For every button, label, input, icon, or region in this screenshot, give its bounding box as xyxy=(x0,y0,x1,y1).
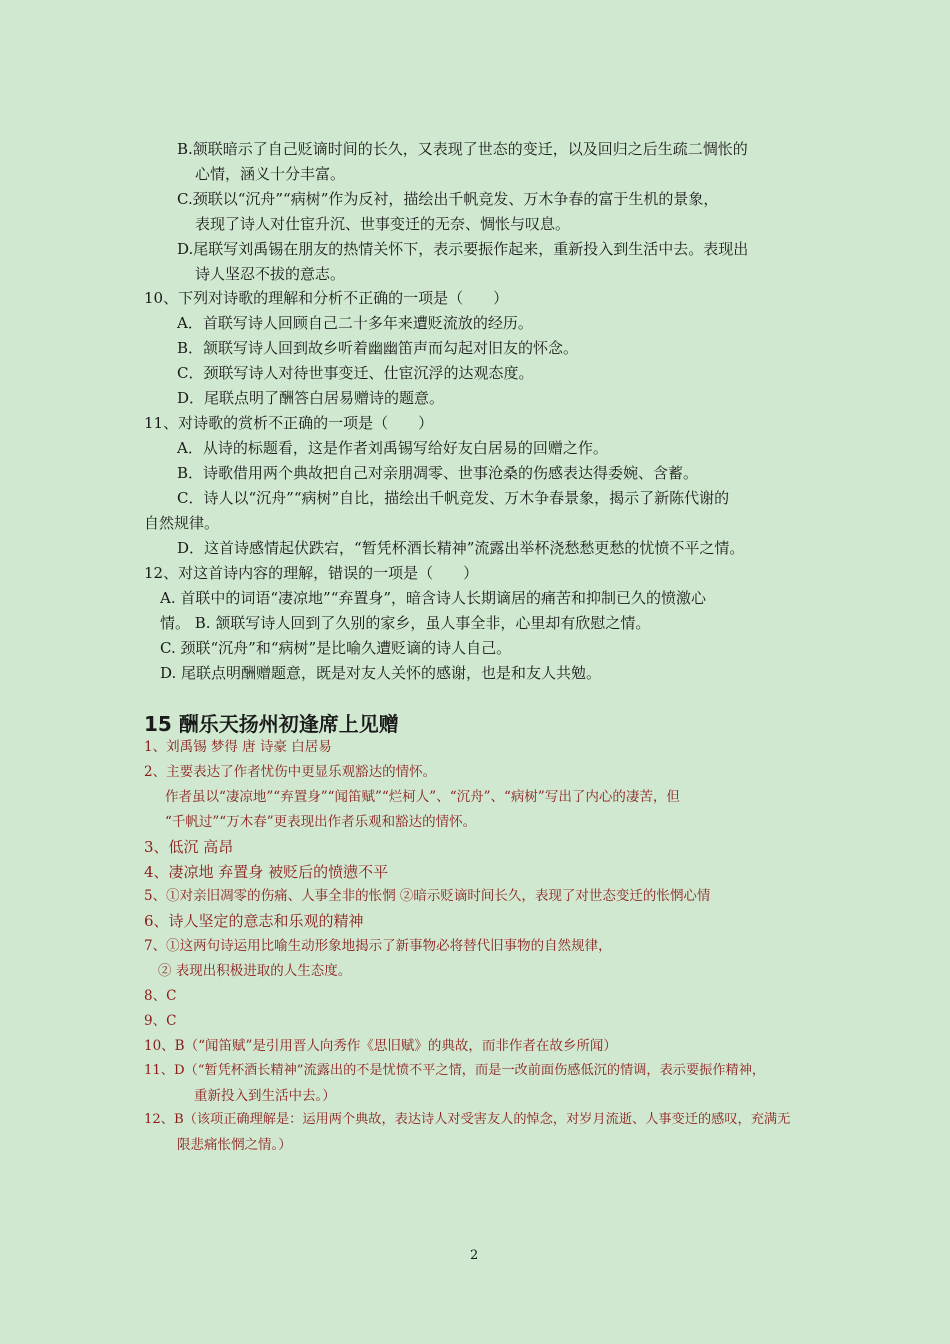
q9-option-d-line2: 诗人坚忍不拔的意志。 xyxy=(195,265,346,283)
answer-12: 12、B（该项正确理解是：运用两个典故，表达诗人对受害友人的悼念，对岁月流逝、人事变迁的感叹，充满无 xyxy=(144,1112,791,1127)
q9-option-b-line2: 心情，涵义十分丰富。 xyxy=(195,165,346,183)
answer-10: 10、B（“闻笛赋”是引用晋人向秀作《思旧赋》的典故，而非作者在故乡所闻） xyxy=(144,1038,617,1054)
answer-11: 11、D（“暂凭杯酒长精神”流露出的不是忧愤不平之情，而是一改前面伤感低沉的情调，表示要振作精神， xyxy=(144,1063,766,1078)
q10-option-c: C．颈联写诗人对待世事变迁、仕宦沉浮的达观态度。 xyxy=(177,364,534,382)
q12-option-a-line1: A. 首联中的词语“凄凉地”“弃置身”，暗含诗人长期谪居的痛苦和抑制已久的愤激心 xyxy=(160,589,707,607)
q10-option-b: B．颔联写诗人回到故乡听着幽幽笛声而勾起对旧友的怀念。 xyxy=(177,339,579,357)
answer-2-line3: “千帆过”“万木春”更表现出作者乐观和豁达的情怀。 xyxy=(165,814,477,830)
page-number: 2 xyxy=(470,1248,479,1263)
q9-option-b-line1: B.颔联暗示了自己贬谪时间的长久，又表现了世态的变迁，以及回归之后生疏二惆怅的 xyxy=(177,140,748,158)
q12-option-a-line2: 情。 B. 颔联写诗人回到了久别的家乡，虽人事全非，心里却有欣慰之情。 xyxy=(160,614,651,632)
question-11: 11、对诗歌的赏析不正确的一项是（ ） xyxy=(144,414,434,432)
answer-7-line2: ② 表现出积极进取的人生态度。 xyxy=(158,963,352,979)
answer-11-line2: 重新投入到生活中去。） xyxy=(194,1088,336,1104)
answer-7: 7、①这两句诗运用比喻生动形象地揭示了新事物必将替代旧事物的自然规律， xyxy=(144,938,612,954)
answer-5: 5、①对亲旧凋零的伤痛、人事全非的怅惘 ②暗示贬谪时间长久，表现了对世态变迁的怅惘心情 xyxy=(144,888,711,904)
q9-option-d-line1: D.尾联写刘禹锡在朋友的热情关怀下，表示要振作起来，重新投入到生活中去。表现出 xyxy=(177,240,749,258)
q12-option-d: D. 尾联点明酬赠题意，既是对友人关怀的感谢，也是和友人共勉。 xyxy=(160,664,602,682)
answer-8: 8、C xyxy=(144,988,177,1004)
q9-option-c-line2: 表现了诗人对仕宦升沉、世事变迁的无奈、惆怅与叹息。 xyxy=(195,215,571,233)
answer-12-line2: 限悲痛怅惘之情。） xyxy=(177,1137,292,1153)
q11-option-a: A．从诗的标题看，这是作者刘禹锡写给好友白居易的回赠之作。 xyxy=(177,439,608,457)
q12-option-c: C. 颈联“沉舟”和“病树”是比喻久遭贬谪的诗人自己。 xyxy=(160,639,512,657)
q9-option-c-line1: C.颈联以“沉舟”“病树”作为反衬，描绘出千帆竞发、万木争春的富于生机的景象， xyxy=(177,190,719,208)
question-12: 12、对这首诗内容的理解，错误的一项是（ ） xyxy=(144,564,479,582)
q11-option-d: D．这首诗感情起伏跌宕，“暂凭杯酒长精神”流露出举杯浇愁愁更愁的忧愤不平之情。 xyxy=(177,539,745,557)
answer-4: 4、凄凉地 弃置身 被贬后的愤懑不平 xyxy=(144,863,389,881)
q11-option-c-line1: C．诗人以“沉舟”“病树”自比，描绘出千帆竞发、万木争春景象，揭示了新陈代谢的 xyxy=(177,489,730,507)
answer-9: 9、C xyxy=(144,1013,177,1029)
answer-1: 1、刘禹锡 梦得 唐 诗豪 白居易 xyxy=(144,739,332,755)
section-title: 15 酬乐天扬州初逢席上见赠 xyxy=(144,712,399,736)
answer-2-line2: 作者虽以“凄凉地”“弃置身”“闻笛赋”“烂柯人”、“沉舟”、“病树”写出了内心的凄苦，但 xyxy=(165,789,680,805)
q11-option-b: B．诗歌借用两个典故把自己对亲朋凋零、世事沧桑的伤感表达得委婉、含蓄。 xyxy=(177,464,699,482)
answer-2: 2、主要表达了作者忧伤中更显乐观豁达的情怀。 xyxy=(144,764,437,780)
q11-option-c-line2: 自然规律。 xyxy=(144,514,220,532)
answer-6: 6、诗人坚定的意志和乐观的精神 xyxy=(144,912,364,930)
answer-3: 3、低沉 高昂 xyxy=(144,838,234,856)
question-10: 10、下列对诗歌的理解和分析不正确的一项是（ ） xyxy=(144,289,509,307)
q10-option-a: A．首联写诗人回顾自己二十多年来遭贬流放的经历。 xyxy=(177,314,533,332)
q10-option-d: D．尾联点明了酬答白居易赠诗的题意。 xyxy=(177,389,445,407)
